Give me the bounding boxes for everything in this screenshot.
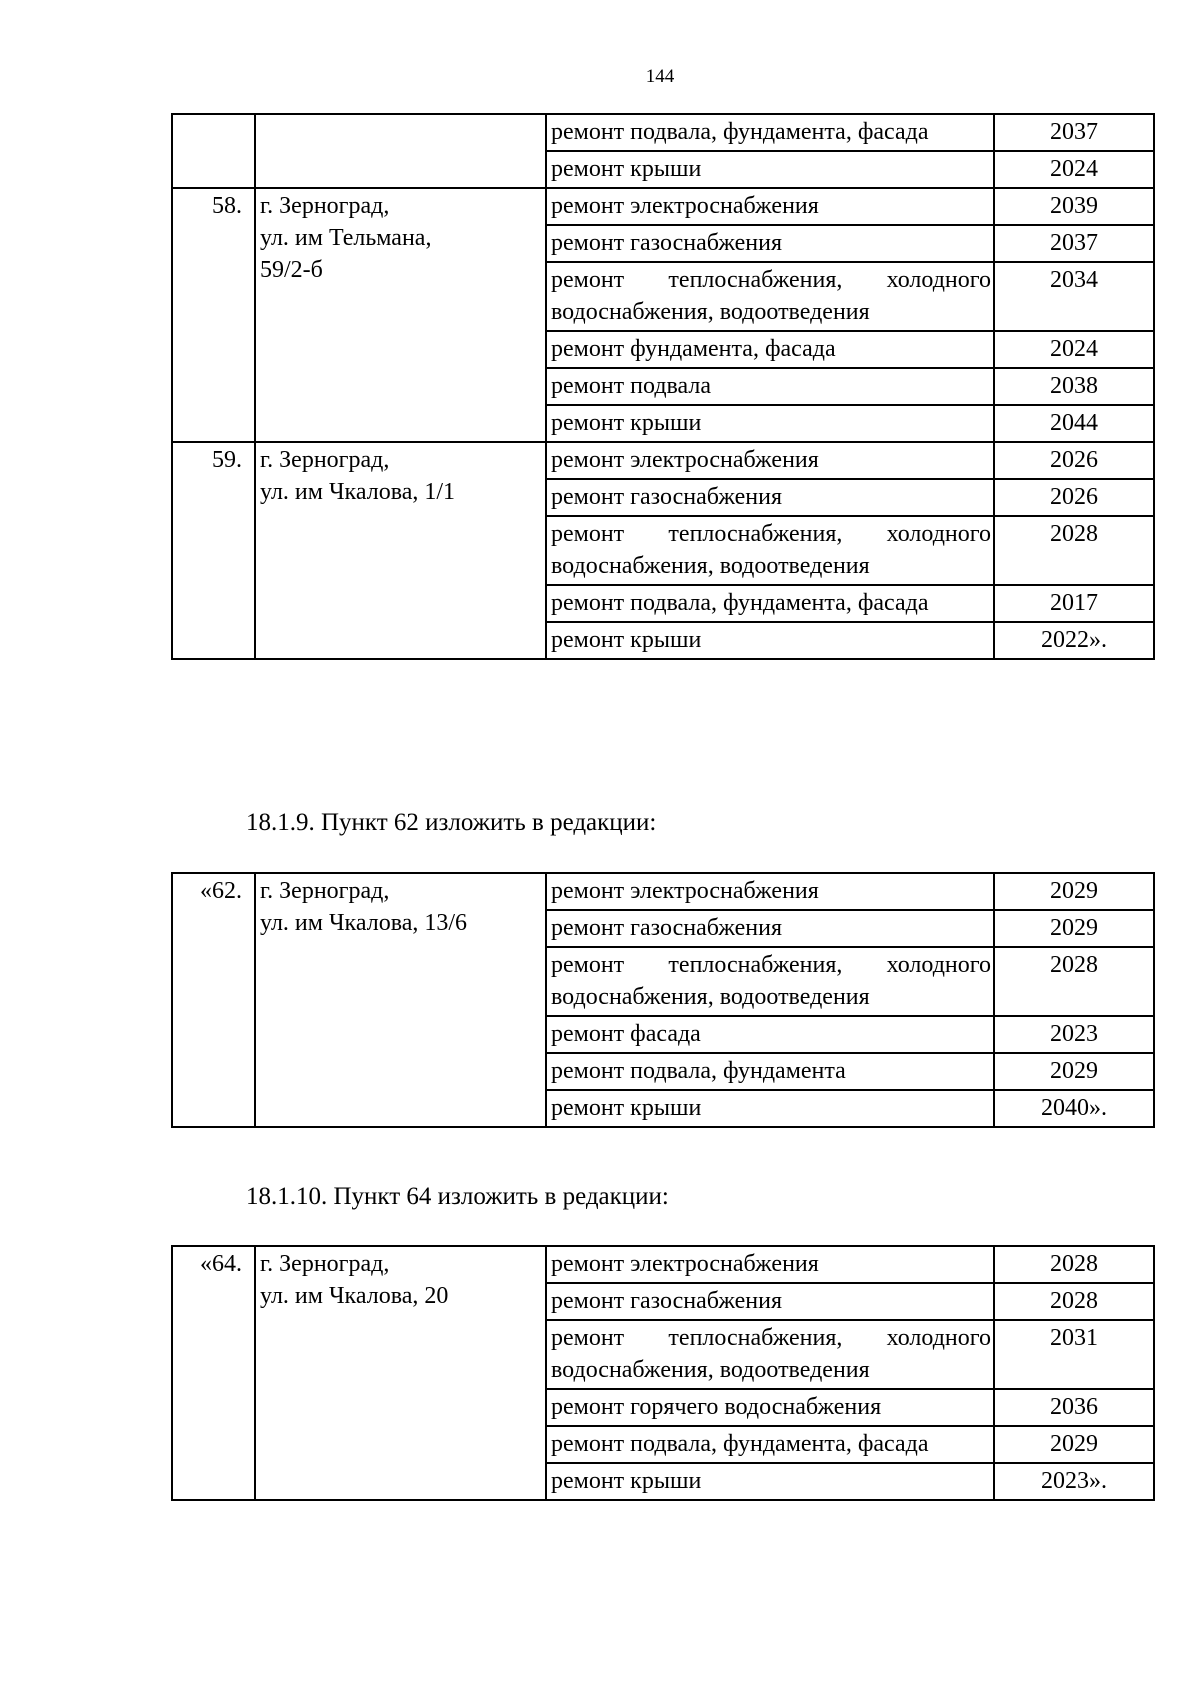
work-text: ремонт газоснабжения [551,484,783,510]
work-text: ремонт газоснабжения [551,1288,783,1314]
work-text: ремонт газоснабжения [551,230,783,256]
work-text: ремонт крыши [551,1095,702,1121]
year-cell: 2037 [994,114,1154,151]
item-number-cell [172,114,255,188]
page-number: 144 [645,66,675,87]
amendment-paragraph: 18.1.10. Пункт 64 изложить в редакции: [246,1183,669,1210]
work-cell [546,1320,994,1389]
item-number-cell: 59. [172,442,255,659]
work-text: ремонт крыши [551,627,702,653]
work-cell [546,1090,994,1127]
work-cell [546,585,994,622]
table-row [172,442,1154,479]
work-cell [546,114,994,151]
work-text: ремонт крыши [551,156,702,182]
table-row [172,873,1154,910]
address-line: г. Зерноград, [260,193,390,219]
work-cell [546,873,994,910]
year-cell: 2017 [994,585,1154,622]
year-cell: 2029 [994,1426,1154,1463]
address-line: ул. им Чкалова, 13/6 [260,910,468,936]
work-text: ремонт крыши [551,410,702,436]
address-cell [255,1246,546,1500]
year-cell: 2031 [994,1320,1154,1389]
year-cell: 2034 [994,262,1154,331]
work-cell [546,1463,994,1500]
table-row [172,188,1154,225]
work-text: ремонт фундамента, фасада [551,336,836,362]
work-text: ремонт фасада [551,1021,701,1047]
work-text: ремонт электроснабжения [551,447,819,473]
address-line: ул. им Чкалова, 1/1 [260,479,456,505]
work-text: ремонт теплоснабжения, холодного водоснабжения, водоотведения [551,952,991,1010]
address-line: ул. им Тельмана, [260,225,432,251]
address-cell [255,188,546,442]
work-cell [546,910,994,947]
year-cell: 2026 [994,442,1154,479]
work-cell [546,1426,994,1463]
year-cell: 2029 [994,873,1154,910]
work-cell [546,368,994,405]
work-cell [546,1283,994,1320]
year-cell: 2037 [994,225,1154,262]
work-cell [546,1246,994,1283]
year-cell: 2024 [994,151,1154,188]
work-cell [546,622,994,659]
amendment-paragraph: 18.1.9. Пункт 62 изложить в редакции: [246,809,657,836]
address-line: 59/2-б [260,257,323,283]
year-cell: 2026 [994,479,1154,516]
work-cell [546,516,994,585]
work-cell [546,1053,994,1090]
work-cell [546,225,994,262]
work-text: ремонт электроснабжения [551,193,819,219]
work-text: ремонт газоснабжения [551,915,783,941]
address-cell [255,873,546,1127]
work-cell [546,405,994,442]
year-cell: 2028 [994,1246,1154,1283]
year-cell: 2036 [994,1389,1154,1426]
work-text: ремонт электроснабжения [551,878,819,904]
work-text: ремонт подвала, фундамента [551,1058,846,1084]
year-cell: 2028 [994,1283,1154,1320]
work-text: ремонт подвала, фундамента, фасада [551,119,929,145]
work-cell [546,151,994,188]
address-line: г. Зерноград, [260,447,390,473]
work-cell [546,947,994,1016]
year-cell: 2022». [994,622,1154,659]
table-row [172,114,1154,151]
work-cell [546,331,994,368]
work-text: ремонт теплоснабжения, холодного водоснабжения, водоотведения [551,267,991,325]
work-text: ремонт подвала, фундамента, фасада [551,590,929,616]
work-text: ремонт подвала [551,373,712,399]
year-cell: 2040». [994,1090,1154,1127]
year-cell: 2023». [994,1463,1154,1500]
address-line: г. Зерноград, [260,878,390,904]
year-cell: 2024 [994,331,1154,368]
table-row [172,1246,1154,1283]
address-line: г. Зерноград, [260,1251,390,1277]
repair-schedule-table-1 [171,113,1155,660]
repair-schedule-table-3 [171,1245,1155,1501]
work-cell [546,1016,994,1053]
address-line: ул. им Чкалова, 20 [260,1283,449,1309]
address-cell [255,442,546,659]
item-number-cell: 58. [172,188,255,442]
work-cell [546,262,994,331]
item-number-cell: «64. [172,1246,255,1500]
work-text: ремонт теплоснабжения, холодного водоснабжения, водоотведения [551,1325,991,1383]
year-cell: 2029 [994,1053,1154,1090]
address-cell [255,114,546,188]
year-cell: 2028 [994,947,1154,1016]
work-text: ремонт электроснабжения [551,1251,819,1277]
work-text: ремонт теплоснабжения, холодного водоснабжения, водоотведения [551,521,991,579]
year-cell: 2028 [994,516,1154,585]
year-cell: 2038 [994,368,1154,405]
year-cell: 2029 [994,910,1154,947]
year-cell: 2023 [994,1016,1154,1053]
work-cell [546,479,994,516]
repair-schedule-table-2 [171,872,1155,1128]
year-cell: 2044 [994,405,1154,442]
item-number-cell: «62. [172,873,255,1127]
work-text: ремонт крыши [551,1468,702,1494]
work-cell [546,188,994,225]
work-cell [546,1389,994,1426]
work-text: ремонт подвала, фундамента, фасада [551,1431,929,1457]
work-text: ремонт горячего водоснабжения [551,1394,882,1420]
work-cell [546,442,994,479]
year-cell: 2039 [994,188,1154,225]
